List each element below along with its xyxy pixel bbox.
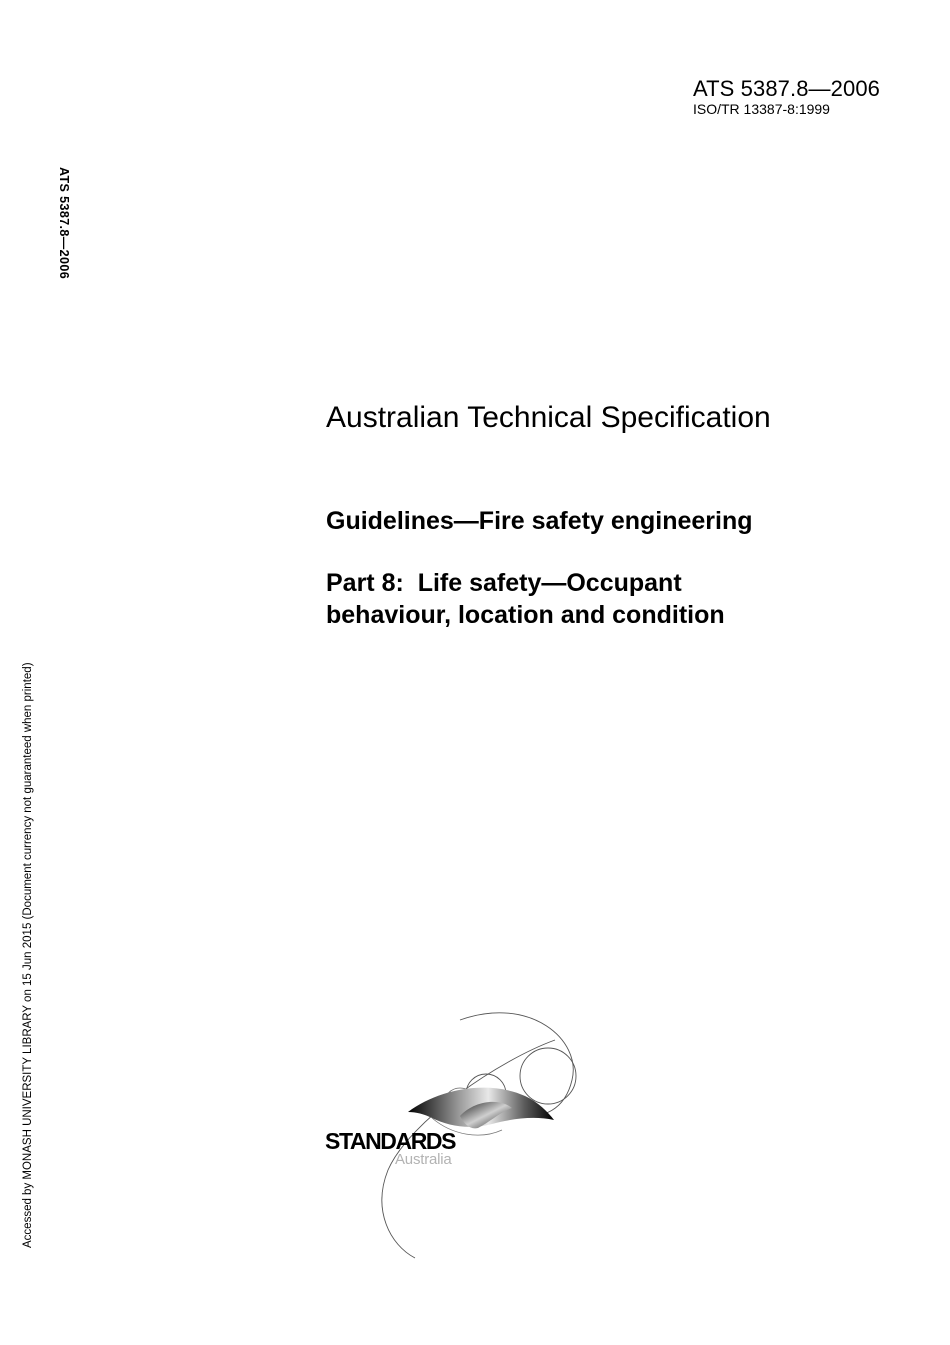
- spine-document-number: ATS 5387.8—2006: [57, 167, 71, 280]
- access-notice: Accessed by MONASH UNIVERSITY LIBRARY on 15 Jun 2015 (Document currency not guaranteed when printed): [22, 662, 34, 1248]
- document-identifier: [693, 77, 933, 117]
- document-title: Guidelines—Fire safety engineering: [326, 507, 753, 535]
- logo-circle-right: [520, 1048, 576, 1104]
- part-title-line-1: Part 8: Life safety—Occupant: [326, 569, 682, 597]
- standards-australia-logo: [320, 1000, 590, 1265]
- logo-wordmark: STANDARDS: [325, 1128, 456, 1154]
- document-number: ATS 5387.8—2006: [693, 76, 880, 101]
- title-block: [326, 505, 886, 631]
- logo-subtitle: Australia: [395, 1151, 452, 1168]
- specification-type: Australian Technical Specification: [326, 401, 771, 434]
- part-title-line-2: behaviour, location and condition: [326, 601, 725, 629]
- part-title: [326, 567, 886, 631]
- iso-reference: ISO/TR 13387-8:1999: [693, 101, 830, 117]
